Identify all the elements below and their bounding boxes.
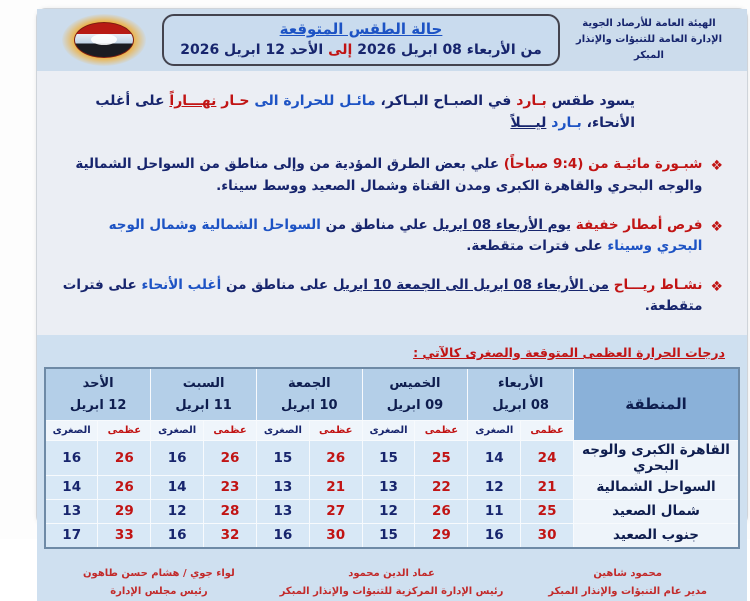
temp-min-cell: 13 [362, 475, 415, 499]
temp-max-cell: 30 [309, 523, 362, 548]
forecast-bullet-list [61, 154, 723, 318]
day-name: الأربعاء [497, 375, 544, 391]
temp-max-cell: 26 [98, 440, 151, 475]
day-date: 08 ابريل [492, 397, 549, 413]
temp-min-cell: 11 [468, 499, 521, 523]
temp-min-cell: 12 [468, 475, 521, 499]
text-segment: ليـــلاً [510, 114, 547, 131]
bulletin-title-box [162, 14, 560, 66]
temp-max-cell: 27 [309, 499, 362, 523]
logo-emblem [74, 22, 134, 58]
temp-max-cell: 29 [415, 523, 468, 548]
region-column-header: المنطقة [574, 368, 740, 441]
temp-max-cell: 21 [521, 475, 574, 499]
min-label: الصغرى [45, 420, 98, 440]
text-segment: السواحل الشمالية وشمال الوجه البحري وسيناء [108, 216, 703, 255]
max-label: عظمى [204, 420, 257, 440]
temp-min-cell: 17 [45, 523, 98, 548]
signature [280, 565, 504, 601]
temp-min-cell: 13 [45, 499, 98, 523]
signatory-title: مدير عام التنبؤات والإنذار المبكر [548, 585, 707, 597]
document-page [36, 8, 748, 597]
meteorological-authority-logo-icon [62, 14, 146, 66]
date-from: من الأربعاء 08 ابريل 2026 [357, 41, 542, 58]
signatory-title: رئيس مجلس الإدارة [110, 585, 208, 597]
text-segment: علي بعض الطرق المؤدية من وإلى مناطق من السواحل الشمالية والوجه البحري والقاهرة الكبرى ومدن القناة وشمال الصعيد ووسط سيناء. [75, 156, 703, 194]
temp-max-cell: 32 [204, 523, 257, 548]
temp-max-cell: 33 [98, 523, 151, 548]
max-label: عظمى [521, 420, 574, 440]
day-header [151, 368, 257, 421]
table-body [45, 440, 739, 548]
date-to-word: إلى [328, 41, 353, 58]
text-segment: في الصبـاح البـاكر، [375, 93, 517, 109]
temp-min-cell: 15 [362, 440, 415, 475]
temp-max-cell: 26 [98, 475, 151, 499]
temp-min-cell: 12 [151, 499, 204, 523]
temp-max-cell: 26 [415, 499, 468, 523]
temp-min-cell: 14 [45, 475, 98, 499]
temperature-table [44, 367, 740, 549]
day-header-row [45, 368, 739, 421]
min-label: الصغرى [256, 420, 309, 440]
temp-max-cell: 30 [521, 523, 574, 548]
max-label: عظمى [415, 420, 468, 440]
temp-max-cell: 21 [309, 475, 362, 499]
day-date: 10 ابريل [281, 397, 338, 413]
text-segment: نشـاط ريـــاح [609, 276, 703, 293]
temp-max-cell: 22 [415, 475, 468, 499]
temp-max-cell: 25 [415, 440, 468, 475]
temp-min-cell: 14 [468, 440, 521, 475]
temp-max-cell: 25 [521, 499, 574, 523]
day-date: 12 ابريل [69, 397, 127, 413]
table-row [45, 440, 739, 475]
signatory-name: عماد الدين محمود [348, 567, 435, 579]
day-name: الخميس [389, 375, 441, 391]
temp-min-cell: 15 [256, 440, 309, 475]
signatory-title: رئيس الإدارة المركزية للتنبؤات والإنذار المبكر [279, 585, 504, 597]
bullet-item [61, 215, 723, 258]
agency-line-2: الإدارة العامة للتنبؤات والإنذار المبكر [575, 34, 722, 61]
day-date: 11 ابريل [175, 397, 232, 413]
text-segment: بـارد [516, 93, 547, 109]
temp-min-cell: 13 [256, 499, 309, 523]
text-segment: بـارد [546, 114, 582, 131]
header-band [37, 9, 747, 71]
temp-max-cell: 24 [521, 440, 574, 475]
diamond-bullet-icon: ❖ [710, 158, 723, 175]
region-cell: جنوب الصعيد [574, 523, 740, 548]
table-row [45, 499, 739, 523]
temp-min-cell: 14 [151, 475, 204, 499]
region-cell: شمال الصعيد [574, 499, 740, 523]
temp-min-cell: 15 [362, 523, 415, 548]
temperature-section [37, 335, 747, 601]
table-head [45, 368, 739, 441]
min-label: الصغرى [362, 420, 415, 440]
temp-min-cell: 16 [151, 440, 204, 475]
text-segment: على أغلب الأنحاء، [95, 93, 635, 131]
temp-max-cell: 23 [204, 475, 257, 499]
region-cell: السواحل الشمالية [574, 475, 740, 499]
day-name: الأحد [82, 375, 114, 391]
diamond-bullet-icon: ❖ [710, 278, 723, 295]
bullet-text [61, 154, 702, 197]
bullet-item [61, 154, 723, 197]
temp-max-cell: 26 [309, 440, 362, 475]
text-segment: على فترات متقطعة. [62, 276, 703, 315]
text-segment: شبـورة مائيـة من (9:4 صباحاً) [503, 156, 703, 173]
day-header [45, 368, 151, 421]
text-segment: مائـل للحرارة الى [249, 93, 376, 109]
diamond-bullet-icon: ❖ [710, 218, 723, 235]
text-segment: حـار [216, 93, 250, 109]
bullet-text [61, 215, 702, 258]
table-row [45, 475, 739, 499]
text-segment: علي مناطق من [320, 216, 433, 233]
logo-area [49, 14, 159, 66]
temp-max-cell: 29 [98, 499, 151, 523]
agency-name-block [563, 16, 735, 64]
min-label: الصغرى [468, 420, 521, 440]
temp-min-cell: 16 [45, 440, 98, 475]
max-label: عظمى [98, 420, 151, 440]
temp-min-cell: 13 [256, 475, 309, 499]
agency-line-1: الهيئة العامة للأرصاد الجوية [582, 18, 716, 29]
temp-max-cell: 26 [204, 440, 257, 475]
forecast-body [37, 71, 747, 335]
weather-summary-paragraph [61, 91, 723, 134]
temp-max-cell: 28 [204, 499, 257, 523]
text-segment: فرص أمطار خفيفة [571, 216, 703, 233]
text-segment: نهـــاراً [169, 93, 217, 109]
min-label: الصغرى [151, 420, 204, 440]
table-row [45, 523, 739, 548]
max-label: عظمى [309, 420, 362, 440]
text-segment: على مناطق من [221, 276, 333, 293]
signatory-name: محمود شاهين [593, 567, 662, 579]
page-title: حالة الطقس المتوقعة [279, 19, 443, 38]
temp-min-cell: 16 [256, 523, 309, 548]
text-segment: يوم الأربعاء 08 ابريل [432, 216, 572, 233]
signature [548, 565, 707, 601]
signature [83, 565, 235, 601]
day-header [362, 368, 468, 421]
text-segment: من الأربعاء 08 ابريل الى الجمعة 10 ابريل [332, 276, 610, 293]
date-range [180, 40, 542, 60]
region-cell: القاهرة الكبرى والوجه البحري [574, 440, 740, 475]
signature-block [43, 549, 741, 601]
text-segment: أغلب الأنحاء [141, 276, 222, 293]
day-header [468, 368, 574, 421]
bullet-text [61, 275, 702, 318]
date-to: الأحد 12 ابريل 2026 [180, 41, 324, 58]
day-name: الجمعة [287, 375, 331, 391]
temp-min-cell: 12 [362, 499, 415, 523]
temp-min-cell: 16 [468, 523, 521, 548]
table-title: درجات الحرارة العظمى المتوقعة والصغرى كالآتي : [413, 344, 725, 360]
day-header [256, 368, 362, 421]
text-segment: يسود طقس [546, 93, 635, 109]
temp-min-cell: 16 [151, 523, 204, 548]
day-name: السبت [182, 375, 225, 391]
text-segment: على فترات متقطعة. [466, 238, 608, 255]
day-date: 09 ابريل [386, 397, 444, 413]
signatory-name: لواء جوي / هشام حسن طاهون [83, 567, 235, 579]
bullet-item [61, 275, 723, 318]
